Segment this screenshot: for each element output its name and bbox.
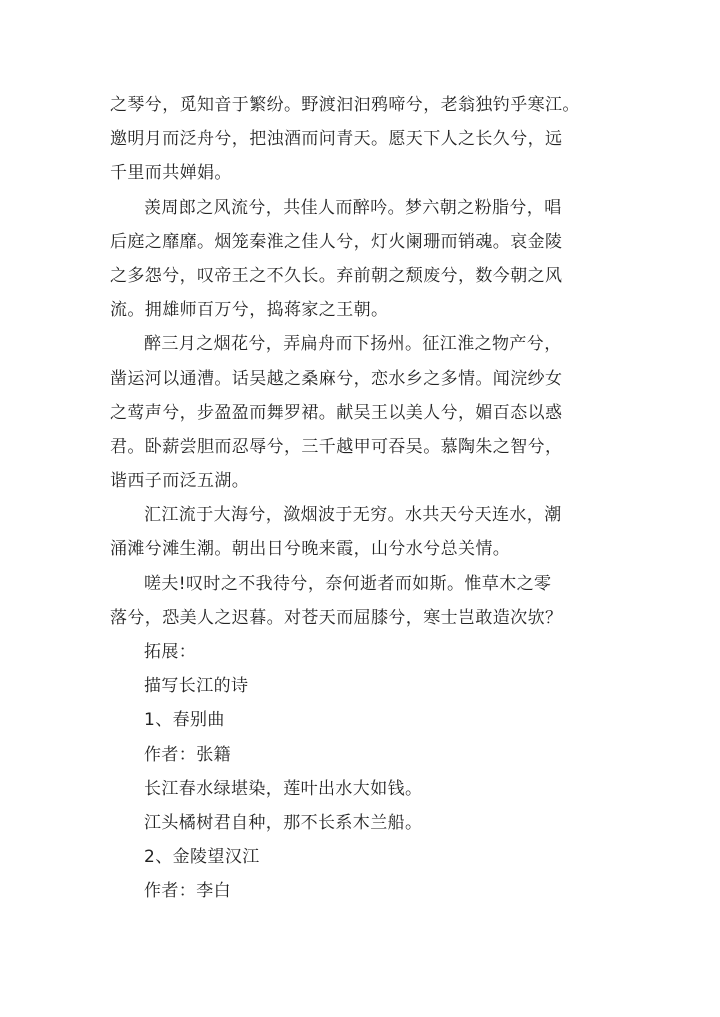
text-line: 谐西子而泛五湖。	[110, 471, 250, 492]
text-line: 羡周郎之风流兮，共佳人而醉吟。梦六朝之粉脂兮，唱	[144, 197, 562, 218]
text-line: 1、春别曲	[144, 710, 225, 731]
text-line: 凿运河以通漕。话吴越之桑麻兮，恋水乡之多情。闻浣纱女	[110, 368, 563, 389]
text-line: 长江春水绿堪染，莲叶出水大如钱。	[144, 778, 423, 799]
text-line: 涌滩兮滩生潮。朝出日兮晚来霞，山兮水兮总关情。	[110, 539, 511, 560]
text-line: 之莺声兮，步盈盈而舞罗裙。献吴王以美人兮，媚百态以惑	[110, 402, 563, 423]
text-line: 醉三月之烟花兮，弄扁舟而下扬州。征江淮之物产兮，	[144, 334, 562, 355]
text-line: 邀明月而泛舟兮，把浊酒而问青天。愿天下人之长久兮，远	[110, 129, 563, 150]
text-line: 之多怨兮，叹帝王之不久长。弃前朝之颓废兮，数今朝之风	[110, 265, 563, 286]
text-line: 拓展：	[144, 642, 197, 662]
document-body	[110, 88, 630, 909]
text-line: 落兮，恐美人之迟暮。对苍天而屈膝兮，寒士岂敢造次欤？	[110, 607, 563, 628]
text-line: 流。拥雄师百万兮，捣蒋家之王朝。	[110, 300, 389, 321]
text-line: 描写长江的诗	[144, 676, 249, 697]
text-line: 2、金陵望汉江	[144, 847, 260, 868]
text-line: 后庭之靡靡。烟笼秦淮之佳人兮，灯火阑珊而销魂。哀金陵	[110, 231, 563, 252]
text-line: 江头橘树君自种，那不长系木兰船。	[144, 812, 423, 833]
text-line: 千里而共婵娟。	[110, 163, 232, 184]
text-line: 作者：李白	[144, 881, 231, 902]
text-line: 嗟夫!叹时之不我待兮，奈何逝者而如斯。惟草木之零	[144, 573, 552, 594]
text-line: 作者：张籍	[144, 744, 231, 765]
text-line: 汇江流于大海兮，潋烟波于无穷。水共天兮天连水，潮	[144, 505, 562, 526]
text-line: 之琴兮，觅知音于繁纷。野渡汩汩鸦啼兮，老翁独钓乎寒江。	[110, 95, 580, 115]
text-line: 君。卧薪尝胆而忍辱兮，三千越甲可吞吴。慕陶朱之智兮，	[110, 436, 563, 457]
